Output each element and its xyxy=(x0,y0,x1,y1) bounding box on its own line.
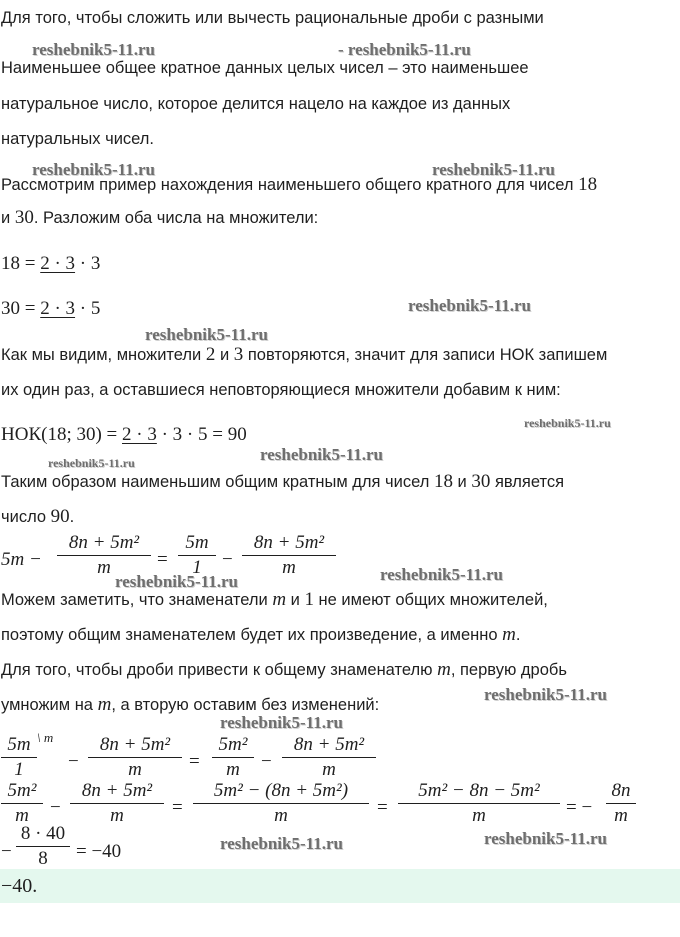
fraction-numerator: 5m xyxy=(185,532,209,553)
result-expression: = −40 xyxy=(76,841,122,862)
fraction xyxy=(16,823,70,870)
minus-sign: − xyxy=(1,841,12,862)
common-factors: 2 · 3 xyxy=(40,298,76,319)
equals-sign: = − xyxy=(566,797,593,818)
fraction xyxy=(606,780,636,827)
fraction-numerator: 8n + 5m² xyxy=(293,734,365,755)
watermark: reshebnik5-11.ru xyxy=(408,296,531,315)
text-fragment: не имеют общих множителей, xyxy=(313,591,548,609)
fraction xyxy=(242,532,336,579)
fraction-denominator: m xyxy=(472,805,486,826)
fraction-denominator: m xyxy=(110,805,124,826)
factorization-30 xyxy=(1,299,100,319)
paragraph-line: натуральное число, которое делится нацело на каждое из данных xyxy=(1,95,511,113)
variable: m xyxy=(502,624,516,645)
fraction-bar xyxy=(606,803,636,804)
fraction-numerator: 5m² − 8n − 5m² xyxy=(418,780,540,801)
equals-sign: = xyxy=(189,751,200,772)
watermark: reshebnik5-11.ru xyxy=(484,685,607,704)
fraction-numerator: 8n + 5m² xyxy=(253,532,325,553)
number: 18 xyxy=(433,471,453,492)
fraction-denominator: m xyxy=(226,759,240,780)
paragraph-line xyxy=(1,345,607,365)
fraction-bar xyxy=(178,555,216,556)
answer-box xyxy=(0,869,680,903)
fraction-numerator: 8n + 5m² xyxy=(81,780,153,801)
fraction-denominator: m xyxy=(128,759,142,780)
fraction-numerator: 8 · 40 xyxy=(20,823,66,844)
equals-sign: = xyxy=(377,797,388,818)
fraction-numerator: 5m² xyxy=(7,780,37,801)
formula-part: · 5 xyxy=(75,298,101,319)
watermark: reshebnik5-11.ru xyxy=(32,40,155,59)
fraction xyxy=(212,734,254,781)
fraction-bar xyxy=(193,803,369,804)
nok-formula xyxy=(1,425,247,445)
number: 1 xyxy=(304,589,314,610)
text-fragment: и xyxy=(452,473,472,491)
fraction-numerator: 5m² xyxy=(218,734,248,755)
text-fragment: Для того, чтобы дроби привести к общему знаменателю xyxy=(1,661,438,679)
paragraph-line: их один раз, а оставшиеся неповторяющиеся множители добавим к ним: xyxy=(1,381,561,399)
fraction-numerator: 8n xyxy=(611,780,631,801)
fraction-bar xyxy=(212,757,254,758)
number: 30 xyxy=(14,207,34,228)
fraction-bar xyxy=(88,757,182,758)
fraction-denominator: m xyxy=(614,805,628,826)
fraction xyxy=(398,780,560,827)
paragraph-line xyxy=(1,625,520,645)
text-fragment: , первую дробь xyxy=(450,661,567,679)
paragraph-line: Для того, чтобы сложить или вычесть рациональные дроби с разными xyxy=(1,9,544,27)
equals-sign: = xyxy=(172,797,183,818)
watermark: reshebnik5-11.ru xyxy=(220,834,343,853)
minus-sign: − xyxy=(222,549,233,570)
paragraph-line xyxy=(1,208,318,228)
fraction xyxy=(193,780,369,827)
fraction xyxy=(1,780,43,827)
text-fragment: повторяются, значит для записи НОК запишем xyxy=(243,346,608,364)
answer-value: −40. xyxy=(1,875,38,897)
number: 3 xyxy=(233,344,244,365)
watermark: reshebnik5-11.ru xyxy=(48,456,135,470)
fraction-numerator: 5m² − (8n + 5m²) xyxy=(213,780,349,801)
formula-part: · 3 xyxy=(75,253,101,274)
fraction-bar xyxy=(242,555,336,556)
fraction-denominator: m xyxy=(282,557,296,578)
watermark: - reshebnik5-11.ru xyxy=(338,40,471,59)
paragraph-line xyxy=(1,590,548,610)
watermark: reshebnik5-11.ru xyxy=(380,565,503,584)
text-fragment: Как мы видим, множители xyxy=(1,346,206,364)
text-fragment: Рассмотрим пример нахождения наименьшего общего кратного для чисел xyxy=(1,176,579,194)
watermark: reshebnik5-11.ru xyxy=(432,160,555,179)
fraction xyxy=(88,734,182,781)
fraction-denominator: 1 xyxy=(192,557,202,578)
variable: m xyxy=(437,659,451,680)
math-term: 5m − xyxy=(1,549,42,570)
paragraph-line: Наименьшее общее кратное данных целых чисел – это наименьшее xyxy=(1,59,529,77)
minus-sign: − xyxy=(50,797,61,818)
fraction-bar xyxy=(16,846,70,847)
fraction-denominator: m xyxy=(15,805,29,826)
fraction-bar xyxy=(1,757,37,758)
fraction-bar xyxy=(398,803,560,804)
paragraph-line xyxy=(1,507,74,527)
formula-part: 18 = xyxy=(1,253,41,274)
minus-sign: − xyxy=(68,751,79,772)
paragraph-line: натуральных чисел. xyxy=(1,130,155,148)
paragraph-line xyxy=(1,660,567,680)
fraction xyxy=(70,780,164,827)
number: 30 xyxy=(471,471,491,492)
text-fragment: . xyxy=(69,508,75,526)
text-fragment: Можем заметить, что знаменатели xyxy=(1,591,273,609)
fraction xyxy=(1,734,37,781)
common-factors: 2 · 3 xyxy=(40,253,76,274)
text-fragment: число xyxy=(1,508,51,526)
fraction-numerator: 5m xyxy=(7,734,31,755)
fraction-denominator: m xyxy=(274,805,288,826)
formula-part: НОК(18; 30) = xyxy=(1,424,123,445)
fraction-bar xyxy=(57,555,151,556)
text-fragment: и xyxy=(1,209,15,227)
watermark: reshebnik5-11.ru xyxy=(524,416,611,430)
text-fragment: и xyxy=(286,591,305,609)
text-fragment: Таким образом наименьшим общим кратным для чисел xyxy=(1,473,434,491)
fraction xyxy=(282,734,376,781)
minus-sign: − xyxy=(261,751,272,772)
number: 90 xyxy=(50,506,70,527)
text-fragment: поэтому общим знаменателем будет их произведение, а именно xyxy=(1,626,503,644)
fraction-denominator: m xyxy=(322,759,336,780)
fraction-numerator: 8n + 5m² xyxy=(99,734,171,755)
fraction-denominator: m xyxy=(97,557,111,578)
formula-part: · 3 · 5 = 90 xyxy=(156,424,247,445)
fraction-bar xyxy=(70,803,164,804)
watermark: reshebnik5-11.ru xyxy=(220,713,343,732)
fraction-bar xyxy=(282,757,376,758)
number: 18 xyxy=(578,174,598,195)
common-factors: 2 · 3 xyxy=(122,424,157,445)
variable: m xyxy=(97,694,112,715)
fraction-denominator: 1 xyxy=(14,759,24,780)
watermark: reshebnik5-11.ru xyxy=(260,445,383,464)
text-fragment: является xyxy=(490,473,565,491)
text-fragment: , а вторую оставим без изменений: xyxy=(111,696,380,714)
watermark: reshebnik5-11.ru xyxy=(145,325,268,344)
equals-sign: = xyxy=(157,549,168,570)
fraction-numerator: 8n + 5m² xyxy=(68,532,140,553)
fraction-bar xyxy=(1,803,43,804)
paragraph-line xyxy=(1,472,564,492)
text-fragment: умножим на xyxy=(1,696,98,714)
formula-part: 30 = xyxy=(1,298,41,319)
watermark: reshebnik5-11.ru xyxy=(32,160,155,179)
text-fragment: . xyxy=(515,626,521,644)
paragraph-line xyxy=(1,695,379,715)
watermark: reshebnik5-11.ru xyxy=(484,829,607,848)
factorization-18 xyxy=(1,254,100,274)
variable: m xyxy=(272,589,287,610)
number: 2 xyxy=(205,344,216,365)
multiplier-mark: \ m xyxy=(37,730,54,745)
watermark: reshebnik5-11.ru xyxy=(115,572,238,591)
text-fragment: и xyxy=(215,346,234,364)
fraction-denominator: 8 xyxy=(38,848,48,869)
text-fragment: . Разложим оба числа на множители: xyxy=(33,209,319,227)
